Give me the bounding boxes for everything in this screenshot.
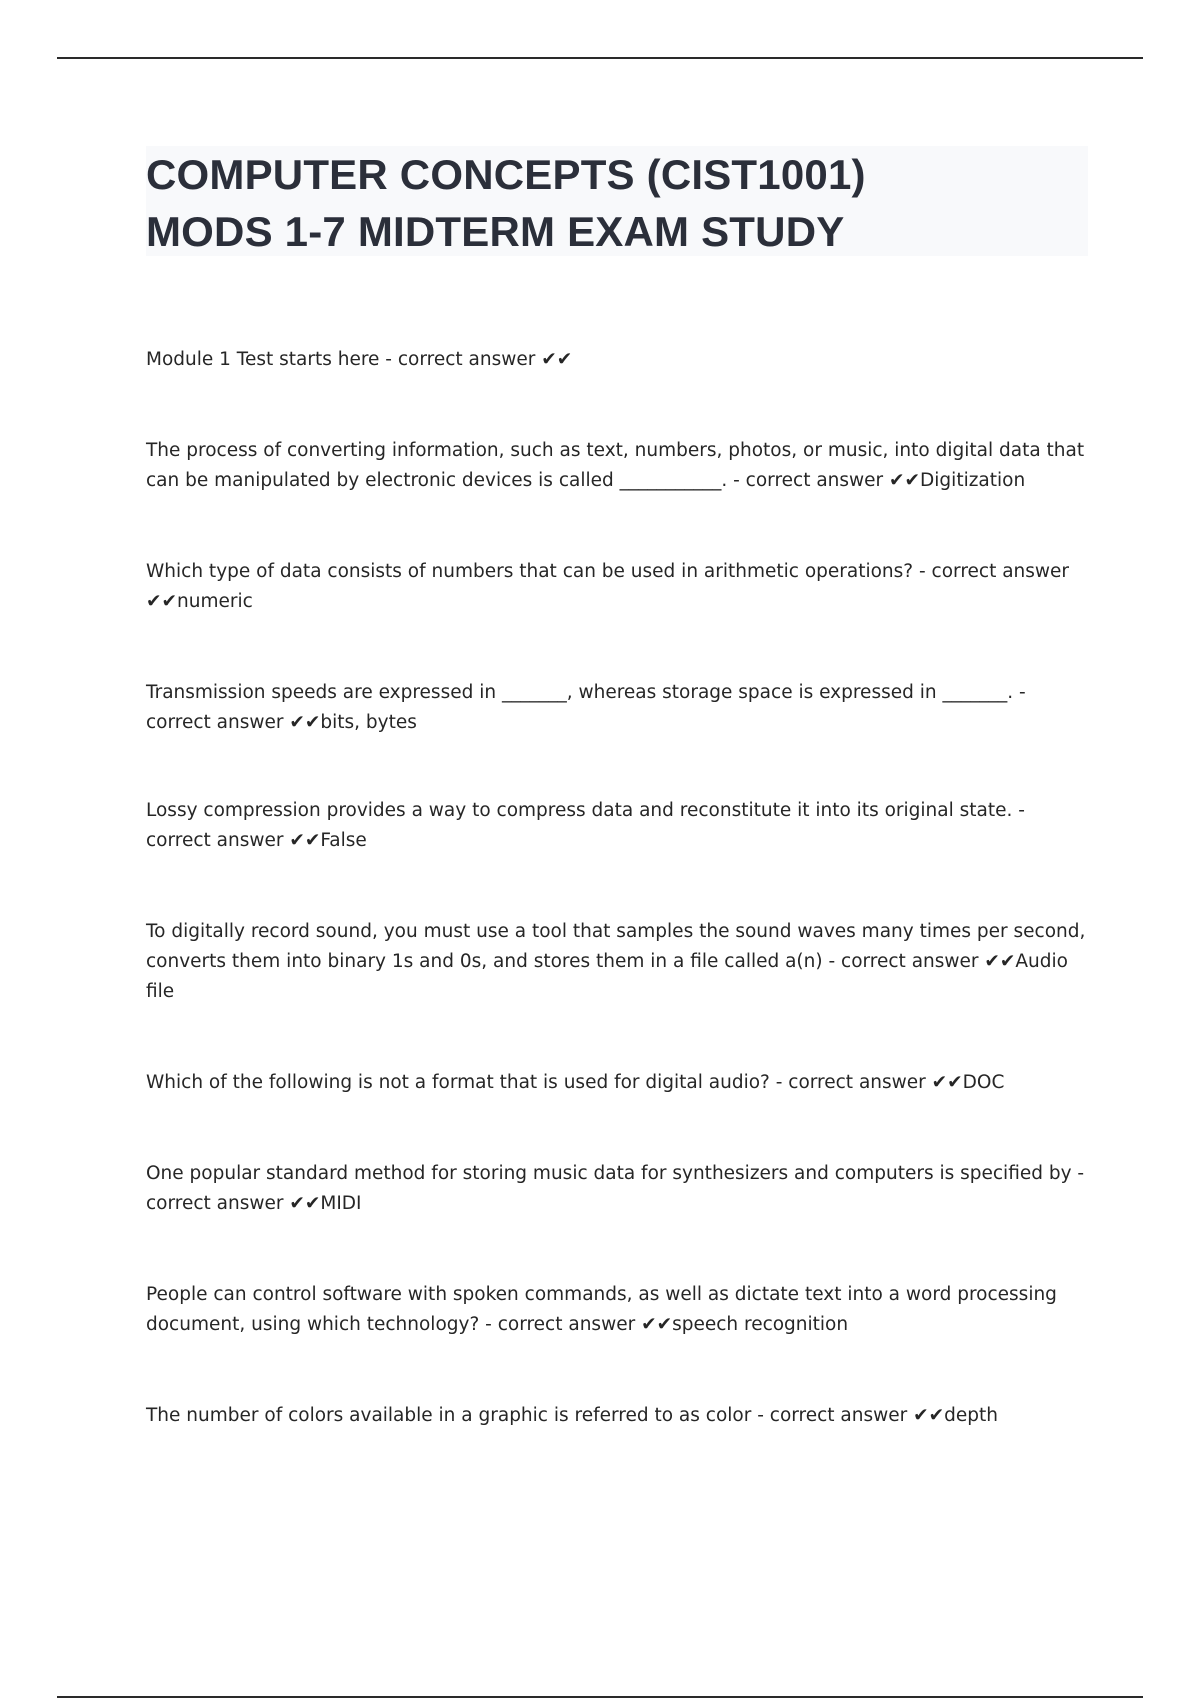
document-title xyxy=(146,146,1088,260)
title-line-2: MODS 1-7 MIDTERM EXAM STUDY xyxy=(146,208,845,255)
header-rule xyxy=(57,57,1143,59)
title-block xyxy=(146,146,1088,256)
list-item: The process of converting information, such as text, numbers, photos, or music, into digital data that can be manipulated by electronic devices is called ___________. - correct answer ✔✔Digitization xyxy=(146,440,1085,491)
list-item: Which type of data consists of numbers that can be used in arithmetic operations? - correct answer ✔✔numeric xyxy=(146,561,1070,612)
list-item: Module 1 Test starts here - correct answer ✔✔ xyxy=(146,349,573,370)
list-item: People can control software with spoken commands, as well as dictate text into a word processing document, using which technology? - correct answer ✔✔speech recognition xyxy=(146,1284,1057,1335)
title-line-1: COMPUTER CONCEPTS (CIST1001) xyxy=(146,151,866,198)
list-item: The number of colors available in a graphic is referred to as color - correct answer ✔✔depth xyxy=(146,1405,998,1426)
list-item: Which of the following is not a format that is used for digital audio? - correct answer ✔✔DOC xyxy=(146,1072,1005,1093)
question-list xyxy=(146,345,1086,1431)
list-item: One popular standard method for storing music data for synthesizers and computers is specified by - correct answer ✔✔MIDI xyxy=(146,1163,1085,1214)
list-item: To digitally record sound, you must use a tool that samples the sound waves many times per second, converts them into binary 1s and 0s, and stores them in a file called a(n) - correct answer ✔✔Audio file xyxy=(146,921,1086,1002)
list-item: Transmission speeds are expressed in _______, whereas storage space is expressed in _______. - correct answer ✔✔bits, bytes xyxy=(146,682,1026,733)
footer-rule xyxy=(57,1696,1143,1698)
list-item: Lossy compression provides a way to compress data and reconstitute it into its original state. - correct answer ✔✔False xyxy=(146,800,1025,851)
